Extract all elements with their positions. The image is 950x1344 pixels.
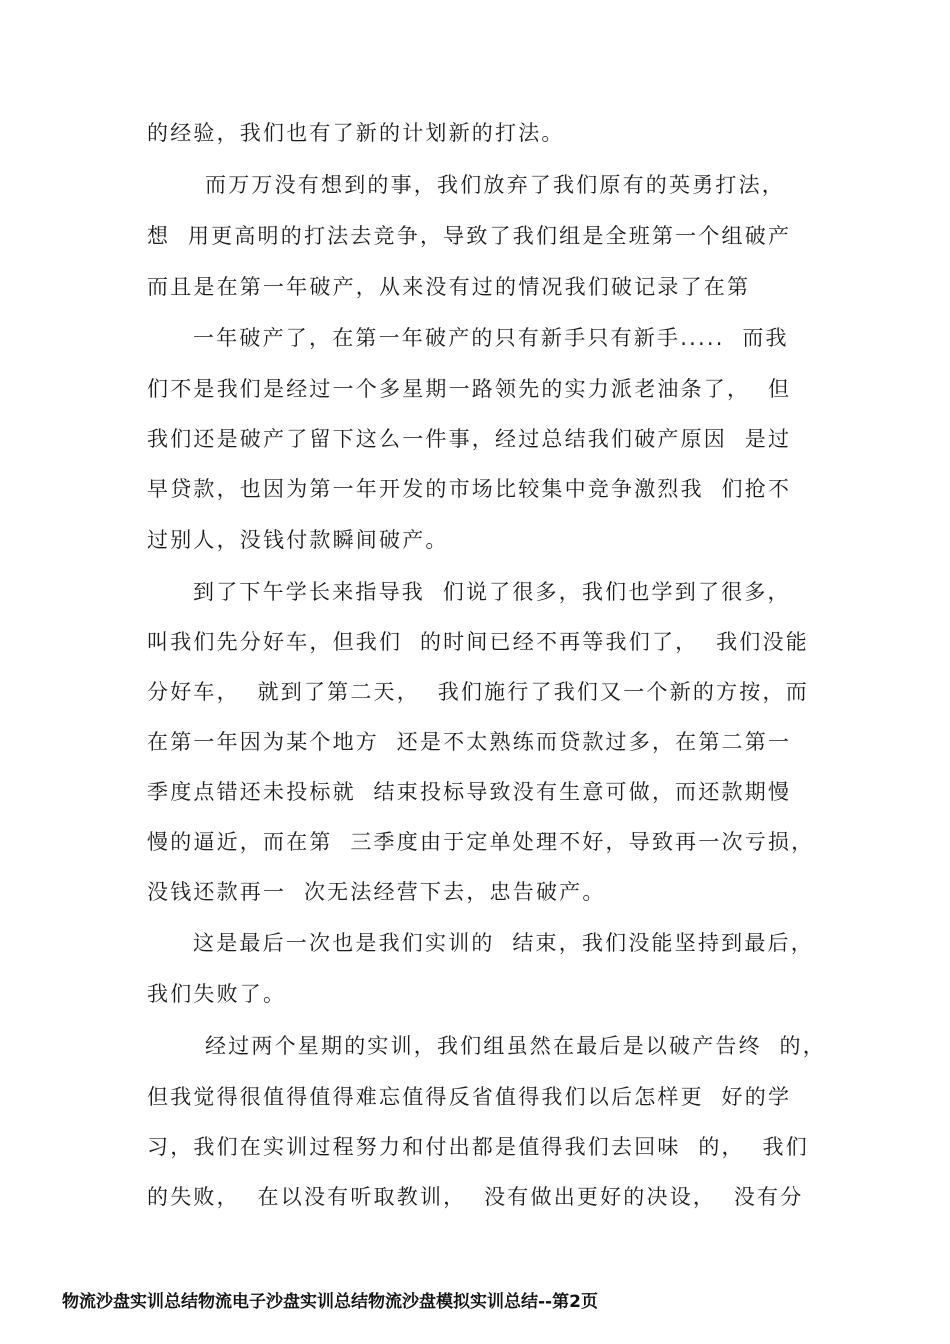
text-line: 季度点错还未投标就 结束投标导致没有生意可做，而还款期慢 bbox=[147, 780, 792, 804]
text-line: 习，我们在实训过程努力和付出都是值得我们去回味 的， 我们 bbox=[147, 1135, 809, 1159]
text-line: 分好车， 就到了第二天， 我们施行了我们又一个新的方按，而 bbox=[147, 680, 809, 704]
text-line: 而且是在第一年破产，从来没有过的情况我们破记录了在第 bbox=[147, 275, 751, 299]
text-line: 叫我们先分好车，但我们 的时间已经不再等我们了， 我们没能 bbox=[147, 630, 809, 654]
text-line: 的经验，我们也有了新的计划新的打法。 bbox=[147, 121, 565, 145]
text-line: 我们失败了。 bbox=[147, 982, 287, 1006]
text-line: 慢的逼近，而在第 三季度由于定单处理不好，导致再一次亏损， bbox=[147, 830, 815, 854]
text-line: 这是最后一次也是我们实训的 结束，我们没能坚持到最后， bbox=[193, 931, 814, 955]
text-line: 过别人，没钱付款瞬间破产。 bbox=[147, 528, 449, 552]
text-line: 早贷款，也因为第一年开发的市场比较集中竞争激烈我 们抢不 bbox=[147, 477, 792, 501]
text-line: 没钱还款再一 次无法经营下去，忠告破产。 bbox=[147, 880, 606, 904]
page-footer: 物流沙盘实训总结物流电子沙盘实训总结物流沙盘模拟实训总结--第2页 bbox=[62, 1292, 598, 1312]
text-line: 到了下午学长来指导我 们说了很多，我们也学到了很多， bbox=[193, 580, 791, 604]
text-line: 在第一年因为某个地方 还是不太熟练而贷款过多，在第二第一 bbox=[147, 730, 792, 754]
text-line: 而万万没有想到的事，我们放弃了我们原有的英勇打法， bbox=[205, 173, 785, 197]
text-line: 但我觉得很值得值得难忘值得反省值得我们以后怎样更 好的学 bbox=[147, 1085, 792, 1109]
text-line: 我们还是破产了留下这么一件事，经过总结我们破产原因 是过 bbox=[147, 427, 792, 451]
text-line: 经过两个星期的实训，我们组虽然在最后是以破产告终 的， bbox=[205, 1034, 826, 1058]
text-line: 一年破产了，在第一年破产的只有新手只有新手..... 而我 bbox=[193, 326, 789, 350]
text-line: 们不是我们是经过一个多星期一路领先的实力派老油条了， 但 bbox=[147, 377, 792, 401]
text-line: 的失败， 在以没有听取教训， 没有做出更好的决设， 没有分 bbox=[147, 1185, 804, 1209]
text-line: 想 用更高明的打法去竞争，导致了我们组是全班第一个组破产 bbox=[147, 224, 792, 248]
